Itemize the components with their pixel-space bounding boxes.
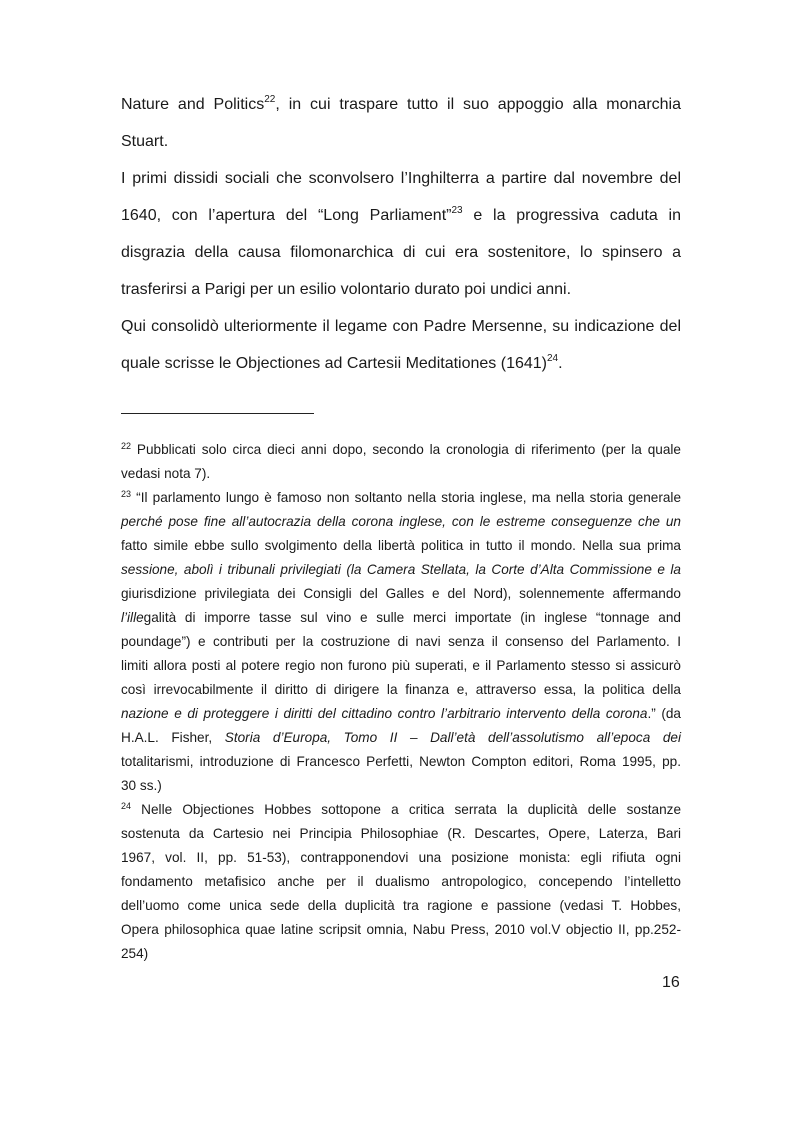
- footnote-number: 22: [121, 441, 132, 451]
- body-line: Qui consolidò ulteriormente il legame con Padre Mersenne, su indicazione del: [121, 318, 681, 335]
- page-number: 16: [662, 974, 680, 991]
- body-line: trasferirsi a Parigi per un esilio volontario durato poi undici anni.: [121, 281, 572, 298]
- document-page: Nature and Politics$^{22}$, in cui traspare tutto il suo appoggio alla monarchia Stuart. I primi dissidi sociali che sconvolsero l’Inghilterra a partire dal novembre del 1640, con l’apertura del “Long Parliament”$^{23}$ e la progressiva caduta in disgrazia della causa filomonarchica di cui era sostenitore, lo spinsero a trasferirsi a Parigi per un esilio volontario durato poi undici anni. Qui consolidò ulteriormente il legame con Padre Mersenne, su indicazione del quale scrisse le Objectiones ad Cartesii Meditationes $(1641)^{24}$. $^{22}$ Pubblicati solo circa dieci anni dopo, secondo la cronologia di riferimento (per la quale vedasi nota 7). $^{23}$ “Il parlamento lungo è famoso non soltanto nella storia inglese, ma nella storia generale perché pose fine all’autocrazia della corona inglese, con le estreme conseguenze che un fatto simile ebbe sullo svolgimento della libertà politica in tutto il mondo. Nella sua prima sessione, abolì i tribunali privilegiati (la Camera Stellata, la Corte d’Alta Commissione e la giurisdizione privilegiata dei Consigli del Galles e del Nord), solennemente affermando l’illegalità di imporre tasse sul vino e sulle merci importate (in inglese “tonnage and poundage”) e contributi per la costruzione di navi senza il consenso del Parlamento. I limiti allora posti al potere regio non furono più superati, e il Parlamento stesso si assicurò così irrevocabilmente il diritto di dirigere la finanza e, attraverso essa, la politica della nazione e di proteggere i diritti del cittadino contro l’arbitrario intervento della corona.” (da H.A.L. Fisher, Storia d’Europa, Tomo II – Dall’età dell’assolutismo all’epoca dei totalitarismi, introduzione di Francesco Perfetti, Newton Compton editori, Roma 1995, pp. 30 ss.) $^{24}$ Nelle Objectiones Hobbes sottopone a critica serrata la duplicità delle sostanze sostenuta da Cartesio nei Principia Philosophiae (R. Descartes, Opere, Laterza, Bari 1967, vol. II, pp. 51-53), contrapponendovi una posizione monista: egli rifiuta ogni fondamento metafisico anche per il dualismo antropologico, concependo l’intelletto dell’uomo come unica sede della duplicità tra ragione e passione (vedasi T. Hobbes, Opera philosophica quae latine scripsit omnia, Nabu Press, 2010 vol.V objectio II, pp.252- 254) 16: [121, 94, 682, 991]
- work-title: Opera philosophica quae latine scripsit omnia: [121, 922, 404, 937]
- footnote-ref-22: 22: [264, 94, 276, 105]
- cited-title: Storia d’Europa, Tomo II – Dall’età dell’assolutismo all’epoca dei: [224, 730, 681, 745]
- body-line: disgrazia della causa filomonarchica di cui era sostenitore, lo spinsero a: [121, 244, 681, 261]
- footnote-ref-24: 24: [547, 353, 559, 364]
- body-line: quale scrisse le Objectiones ad Cartesii Meditationes $(1641)^{24}$.: [121, 353, 563, 372]
- body-line: Nature and Politics$^{22}$, in cui traspare tutto il suo appoggio alla monarchia: [121, 94, 682, 113]
- body-line: I primi dissidi sociali che sconvolsero l’Inghilterra a partire dal novembre del: [121, 170, 681, 187]
- footnote-ref-23: 23: [451, 205, 463, 216]
- work-title: Objectiones: [182, 802, 255, 817]
- footnote-separator: [121, 413, 314, 414]
- footnote-number: 23: [121, 489, 132, 499]
- footnote-number: 24: [121, 801, 132, 811]
- work-title: Objectiones ad Cartesii Meditationes: [235, 355, 497, 372]
- body-line: 1640, con l’apertura del “Long Parliament”$^{23}$ e la progressiva caduta in: [121, 205, 681, 224]
- body-line: Stuart.: [121, 133, 169, 150]
- work-title: Principia Philosophiae: [299, 826, 439, 841]
